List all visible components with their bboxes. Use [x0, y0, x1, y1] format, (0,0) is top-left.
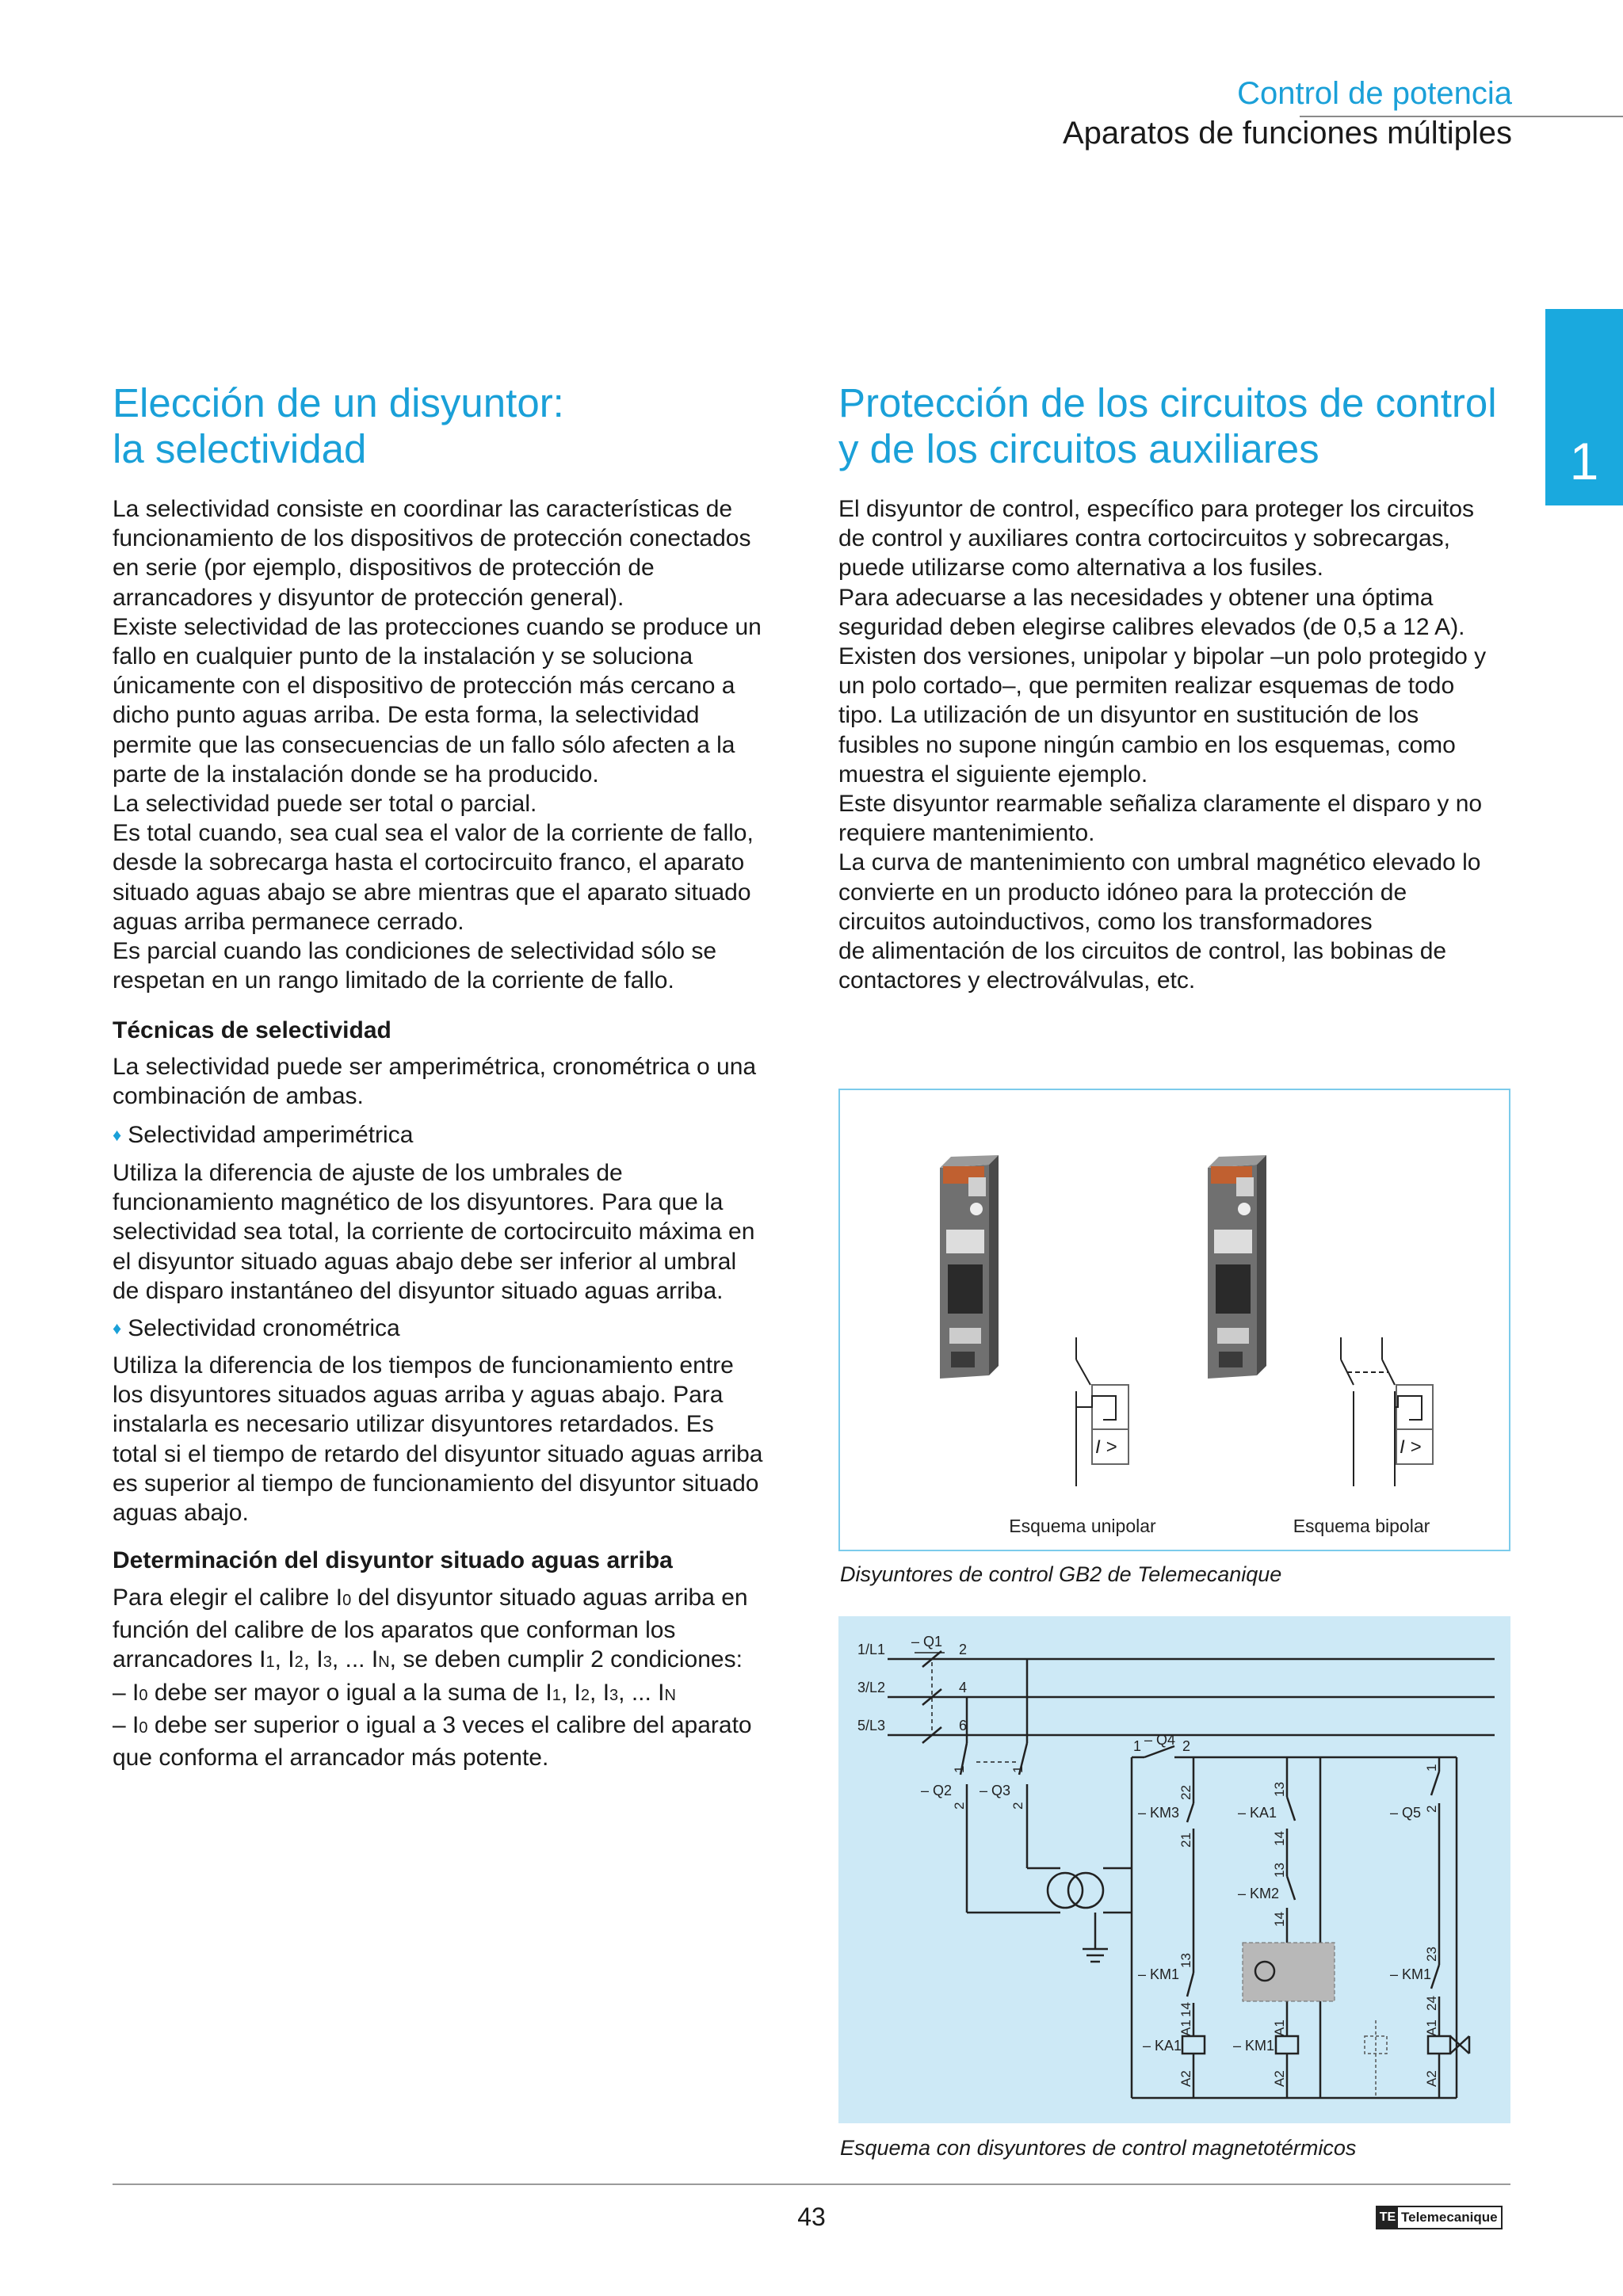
schematic-unipolar [1076, 1337, 1128, 1486]
text-line: funcionamiento de los dispositivos de protección conectados [113, 525, 751, 552]
label-q4-1: 1 [1133, 1738, 1142, 1754]
brand-name: Telemecanique [1401, 2210, 1498, 2225]
text-line: contactores y electroválvulas, etc. [838, 967, 1196, 994]
control-schematic-drawing [838, 1616, 1510, 2123]
text-line: Es parcial cuando las condiciones de selectividad sólo se [113, 938, 717, 965]
text-line: La selectividad puede ser total o parcial. [113, 791, 537, 818]
text-line: tipo. La utilización de un disyuntor en sustitución de los [838, 702, 1419, 729]
label-q1-6: 6 [959, 1718, 968, 1733]
brand-mark-icon: TE [1377, 2207, 1398, 2228]
label-q4-2: 2 [1182, 1738, 1191, 1754]
text-line: Es total cuando, sea cual sea el valor de la corriente de fallo, [113, 820, 754, 847]
text-line: fusibles no supone ningún cambio en los esquemas, como [838, 731, 1456, 758]
text-line: los disyuntores situados aguas arriba y aguas abajo. Para [113, 1382, 724, 1409]
text-line: desde la sobrecarga hasta el cortocircuito franco, el aparato [113, 849, 745, 876]
label-ka1-coil: – KA1 [1143, 2038, 1182, 2054]
text-line: función del calibre de los aparatos que conforman los [113, 1617, 676, 1644]
telemecanique-logo [1376, 2206, 1503, 2229]
label-q1-4: 4 [959, 1680, 968, 1695]
label-km1-coil: – KM1 [1233, 2038, 1275, 2054]
ka1-pin14: 14 [1272, 1831, 1287, 1846]
text-line: aguas arriba permanece cerrado. [113, 908, 464, 935]
label-km3: – KM3 [1138, 1805, 1180, 1821]
right-heading-line1: Protección de los circuitos de control [838, 380, 1497, 425]
text-line: Utiliza la diferencia de los tiempos de funcionamiento entre [113, 1352, 734, 1379]
label-l1: 1/L1 [857, 1642, 886, 1657]
text-line: convierte en un producto idóneo para la protección de [838, 879, 1407, 906]
chapter-tab [1545, 309, 1623, 505]
right-heading-line2: y de los circuitos auxiliares [838, 426, 1319, 471]
km2-pin14: 14 [1272, 1912, 1287, 1927]
right-body [838, 494, 1536, 995]
left-heading-line1: Elección de un disyuntor: [113, 380, 564, 425]
km1-aux-pin23: 23 [1424, 1947, 1439, 1962]
km1-coil-a1: A1 [1272, 2019, 1287, 2036]
ka1-coil-a2: A2 [1178, 2070, 1193, 2087]
relay-symbol-unipolar: I > [1095, 1436, 1117, 1458]
text-line: muestra el siguiente ejemplo. [838, 761, 1148, 788]
text-line: – I0 debe ser superior o igual a 3 veces el calibre del aparato [113, 1711, 752, 1738]
tecnicas-heading: Técnicas de selectividad [113, 1017, 391, 1043]
text-line: puede utilizarse como alternativa a los fusiles. [838, 555, 1323, 582]
text-line: – I0 debe ser mayor o igual a la suma de I1, I2, I3, ... IN [113, 1679, 676, 1706]
left-intro [113, 494, 810, 995]
footer-divider [113, 2183, 1510, 2185]
subsection-title: Aparatos de funciones múltiples [1063, 116, 1512, 151]
figure-gb2-drawing [840, 1090, 1509, 1550]
label-q1-2: 2 [959, 1642, 968, 1657]
page-number: 43 [797, 2203, 826, 2231]
q5-pin2: 2 [1424, 1805, 1439, 1813]
km1-pin14: 14 [1178, 2002, 1193, 2017]
section-title: Control de potencia [1237, 76, 1512, 111]
bullet-label: Selectividad cronométrica [128, 1315, 400, 1341]
text-line: de control y auxiliares contra cortocircuitos y sobrecargas, [838, 525, 1451, 552]
km3-pin22: 22 [1178, 1785, 1193, 1800]
text-line: permite que las consecuencias de un fallo sólo afecten a la [113, 731, 735, 758]
q2-pin2: 2 [952, 1802, 967, 1810]
text-line: circuitos autoinductivos, como los transformadores [838, 908, 1373, 935]
text-line: arrancadores I1, I2, I3, ... IN, se deben cumplir 2 condiciones: [113, 1646, 743, 1673]
left-heading [113, 380, 564, 472]
text-line: Existe selectividad de las protecciones cuando se produce un [113, 613, 762, 640]
text-line: es superior al tiempo de funcionamiento del disyuntor situado [113, 1470, 759, 1497]
text-line: La selectividad puede ser amperimétrica, cronométrica o una [113, 1054, 757, 1080]
left-heading-line2: la selectividad [113, 426, 367, 471]
det-text [113, 1583, 826, 1772]
text-line: situado aguas abajo se abre mientras que el aparato situado [113, 879, 751, 906]
label-km2: – KM2 [1238, 1886, 1280, 1901]
text-line: que conforma el arrancador más potente. [113, 1745, 549, 1772]
figure2-caption: Esquema con disyuntores de control magnetotérmicos [840, 2136, 1357, 2160]
text-line: aguas abajo. [113, 1500, 249, 1527]
label-esquema-bipolar: Esquema bipolar [1293, 1516, 1430, 1536]
ka1-pin13: 13 [1272, 1782, 1287, 1797]
text-line: el disyuntor situado aguas abajo debe ser inferior al umbral [113, 1248, 737, 1275]
label-esquema-unipolar: Esquema unipolar [1009, 1516, 1156, 1536]
relay-symbol-bipolar: I > [1400, 1436, 1422, 1458]
text-line: de alimentación de los circuitos de control, las bobinas de [838, 938, 1447, 965]
q3-pin2: 2 [1010, 1802, 1025, 1810]
text-line: arrancadores y disyuntor de protección general). [113, 584, 624, 611]
km2-pin13: 13 [1272, 1863, 1287, 1878]
right-heading [838, 380, 1497, 472]
text-line: seguridad deben elegirse calibres elevados (de 0,5 a 12 A). [838, 613, 1465, 640]
text-line: Utiliza la diferencia de ajuste de los umbrales de [113, 1160, 623, 1186]
det-heading: Determinación del disyuntor situado aguas arriba [113, 1547, 673, 1573]
text-line: fallo en cualquier punto de la instalación y se soluciona [113, 643, 693, 670]
ka1-coil-a1: A1 [1178, 2019, 1193, 2036]
bullet-cronometrica [113, 1314, 400, 1343]
chapter-number: 1 [1569, 432, 1599, 490]
text-line: El disyuntor de control, específico para proteger los circuitos [838, 496, 1475, 522]
text-line: dicho punto aguas arriba. De esta forma, la selectividad [113, 702, 700, 729]
label-q4: – Q4 [1144, 1732, 1176, 1748]
label-q3: – Q3 [980, 1783, 1011, 1798]
km3-pin21: 21 [1178, 1833, 1193, 1848]
figure-control-schematic [838, 1616, 1510, 2123]
text-line: de disparo instantáneo del disyuntor situado aguas arriba. [113, 1277, 724, 1304]
text-line: en serie (por ejemplo, dispositivos de protección de [113, 555, 655, 582]
text-line: únicamente con el dispositivo de protección más cercano a [113, 673, 735, 700]
text-line: La curva de mantenimiento con umbral magnético elevado lo [838, 849, 1481, 876]
text-line: respetan en un rango limitado de la corriente de fallo. [113, 967, 674, 994]
text-line: Existen dos versiones, unipolar y bipolar –un polo protegido y [838, 643, 1487, 670]
figure1-caption: Disyuntores de control GB2 de Telemecanique [840, 1562, 1282, 1586]
label-km1-contact: – KM1 [1138, 1966, 1180, 1982]
text-line: un polo cortado–, que permiten realizar esquemas de todo [838, 673, 1455, 700]
label-l2: 3/L2 [857, 1680, 886, 1695]
q3-pin1: 1 [1010, 1765, 1025, 1773]
label-km1-aux: – KM1 [1390, 1966, 1432, 1982]
text-line: instalarla es necesario utilizar disyuntores retardados. Es [113, 1411, 714, 1438]
label-q1: – Q1 [911, 1634, 943, 1650]
text-line: requiere mantenimiento. [838, 820, 1095, 847]
diamond-bullet-icon: ♦ [113, 1318, 122, 1338]
bullet2-text [113, 1351, 810, 1527]
q5-pin1: 1 [1424, 1764, 1439, 1772]
text-line: total si el tiempo de retardo del disyuntor situado aguas arriba [113, 1440, 763, 1467]
tecnicas-text [113, 1052, 810, 1111]
label-ka1-contact: – KA1 [1238, 1805, 1277, 1821]
breaker-bipolar-image [1208, 1155, 1266, 1379]
breaker-unipolar-image [940, 1155, 999, 1379]
label-q2: – Q2 [921, 1783, 953, 1798]
q2-pin1: 1 [952, 1765, 967, 1773]
valve-coil-a2: A2 [1424, 2070, 1439, 2087]
diamond-bullet-icon: ♦ [113, 1125, 122, 1145]
km1-aux-pin24: 24 [1424, 1996, 1439, 2011]
text-line: combinación de ambas. [113, 1083, 364, 1110]
bullet-label: Selectividad amperimétrica [128, 1122, 414, 1148]
schematic-bipolar [1341, 1337, 1433, 1486]
km1-coil-a2: A2 [1272, 2070, 1287, 2087]
figure-gb2-disyuntores [838, 1089, 1510, 1551]
bullet-amperimetrica [113, 1120, 413, 1150]
label-l3: 5/L3 [857, 1718, 886, 1733]
text-line: Para elegir el calibre I0 del disyuntor situado aguas arriba en [113, 1585, 748, 1611]
label-q5: – Q5 [1390, 1805, 1422, 1821]
valve-coil-a1: A1 [1424, 2019, 1439, 2036]
text-line: Para adecuarse a las necesidades y obtener una óptima [838, 584, 1434, 611]
text-line: La selectividad consiste en coordinar las características de [113, 496, 733, 522]
bullet1-text [113, 1158, 810, 1306]
text-line: selectividad sea total, la corriente de cortocircuito máxima en [113, 1219, 755, 1245]
text-line: Este disyuntor rearmable señaliza claramente el disparo y no [838, 791, 1483, 818]
km1-pin13: 13 [1178, 1953, 1193, 1968]
text-line: funcionamiento magnético de los disyuntores. Para que la [113, 1189, 724, 1216]
timer-box [1243, 1943, 1335, 2001]
text-line: parte de la instalación donde se ha producido. [113, 761, 599, 788]
